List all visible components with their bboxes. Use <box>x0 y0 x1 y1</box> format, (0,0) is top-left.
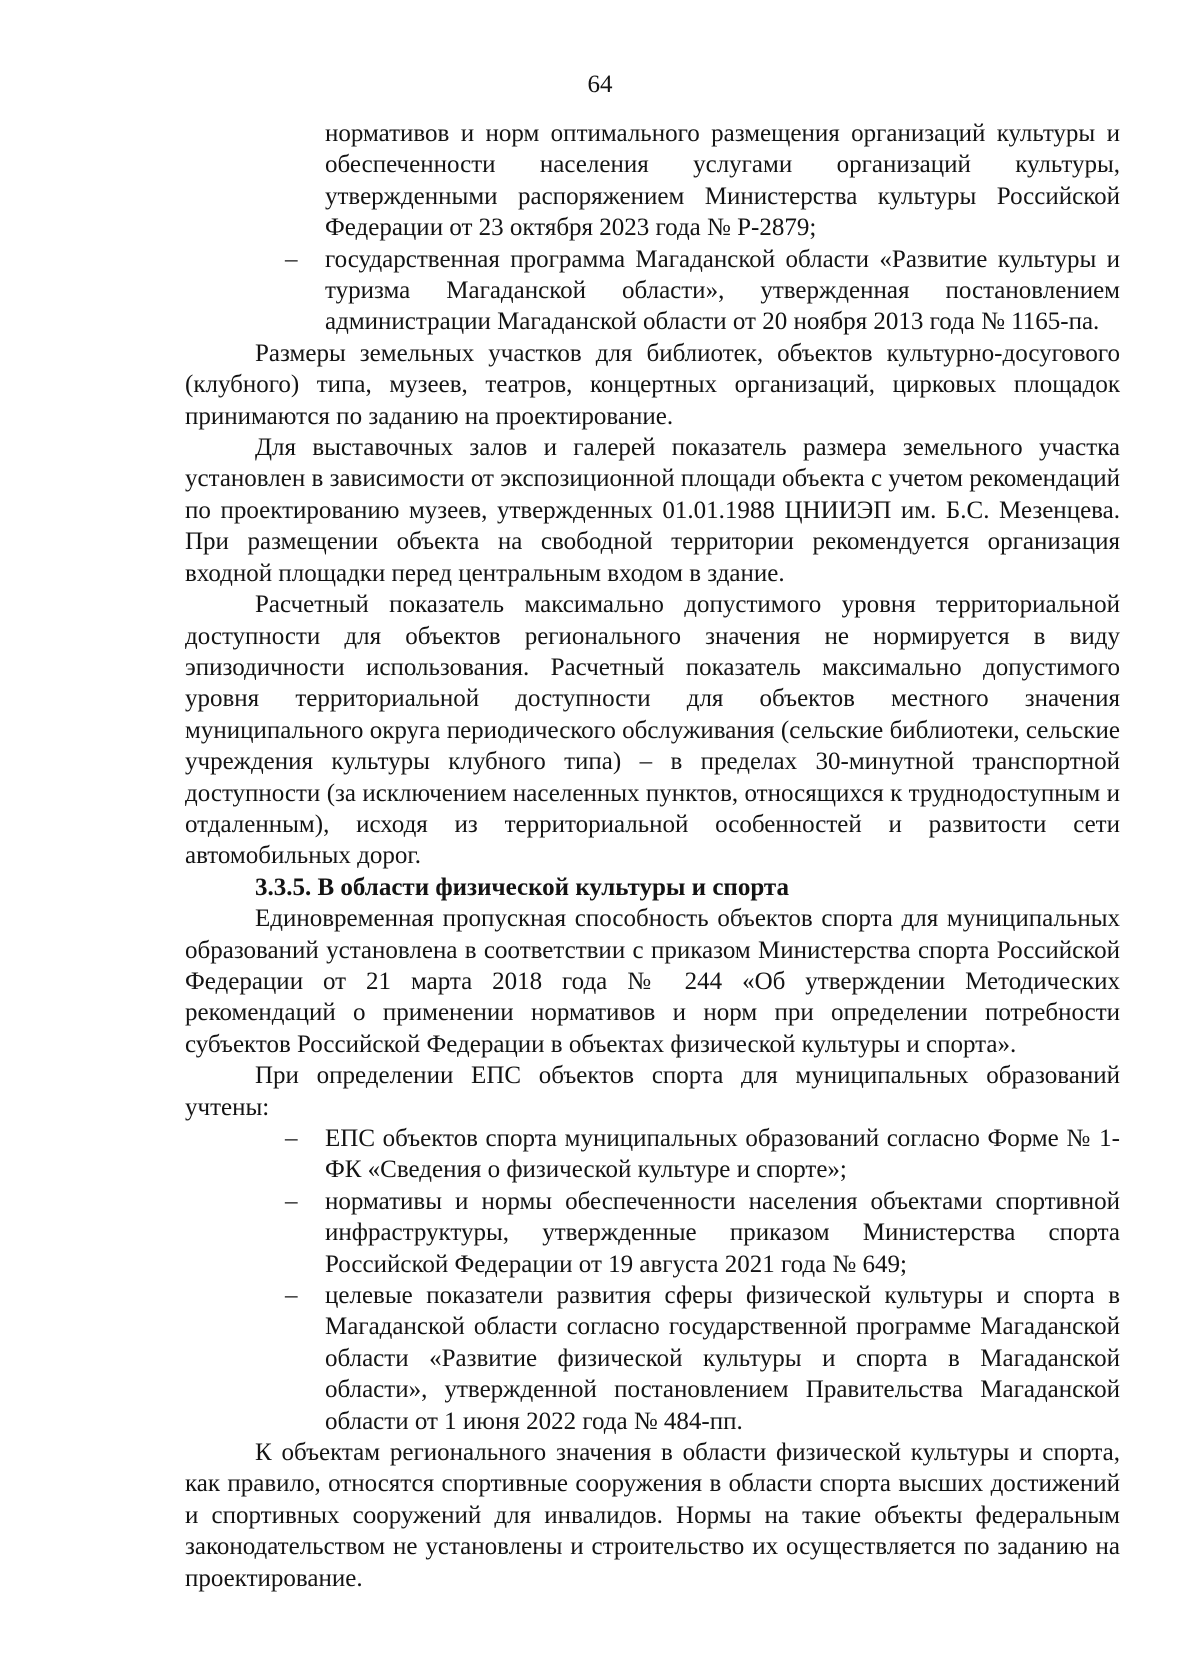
dash-bullet: – <box>285 1282 298 1310</box>
list-item <box>285 1123 1120 1186</box>
list-item-text: государственная программа Магаданской области «Развитие культуры и туризма Магаданской области», утвержденная постановлением администрации Магаданской области от 20 ноября 2013 года № 1165-па. <box>325 245 1120 336</box>
paragraph: При определении ЕПС объектов спорта для муниципальных образований учтены: <box>185 1062 1120 1121</box>
paragraph: Единовременная пропускная способность объектов спорта для муниципальных образований установлена в соответствии с приказом Министерства спорта Российской Федерации от 21 марта 2018 года № 244 «Об утверждении Методических рекомендаций о применении нормативов и норм при определении потребности субъектов Российской Федерации в объектах физической культуры и спорта». <box>185 905 1120 1058</box>
paragraph: Расчетный показатель максимально допустимого уровня территориальной доступности для объектов регионального значения не нормируется в виду эпизодичности использования. Расчетный показатель максимально допустимого уровня территориальной доступности для объектов местного значения муниципального округа периодического обслуживания (сельские библиотеки, сельские учреждения культуры клубного типа) – в пределах 30-минутной транспортной доступности (за исключением населенных пунктов, относящихся к труднодоступным и отдаленным), исходя из территориальной особенностей и развитости сети автомобильных дорог. <box>185 591 1120 870</box>
document-body <box>185 118 1120 1594</box>
culture-norms-list <box>185 118 1120 338</box>
list-item-text: нормативы и нормы обеспеченности населения объектами спортивной инфраструктуры, утвержденные приказом Министерства спорта Российской Федерации от 19 августа 2021 года № 649; <box>325 1187 1120 1278</box>
list-item-text: ЕПС объектов спорта муниципальных образований согласно Форме № 1-ФК «Сведения о физической культуре и спорте»; <box>325 1125 1120 1184</box>
page-number: 64 <box>587 71 613 98</box>
list-item-text: нормативов и норм оптимального размещения организаций культуры и обеспеченности населения услугами организаций культуры, утвержденными распоряжением Министерства культуры Российской Федерации от 23 октября 2023 года № Р-2879; <box>325 120 1120 242</box>
sport-criteria-list <box>185 1123 1120 1437</box>
list-item <box>285 244 1120 338</box>
list-item-continued <box>325 118 1120 244</box>
dash-bullet: – <box>285 1125 298 1152</box>
section-heading: 3.3.5. В области физической культуры и спорта <box>255 873 789 901</box>
paragraph: Размеры земельных участков для библиотек, объектов культурно-досугового (клубного) типа, музеев, театров, концертных организаций, цирковых площадок принимаются по заданию на проектирование. <box>185 339 1120 430</box>
paragraph: Для выставочных залов и галерей показатель размера земельного участка установлен в зависимости от экспозиционной площади объекта с учетом рекомендаций по проектированию музеев, утвержденных 01.01.1988 ЦНИИЭП им. Б.С. Мезенцева. При размещении объекта на свободной территории рекомендуется организация входной площадки перед центральным входом в здание. <box>185 434 1120 587</box>
list-item <box>285 1186 1120 1280</box>
paragraph: К объектам регионального значения в области физической культуры и спорта, как правило, относятся спортивные сооружения в области спорта высших достижений и спортивных сооружений для инвалидов. Нормы на такие объекты федеральным законодательством не установлены и строительство их осуществляется по заданию на проектирование. <box>185 1439 1120 1592</box>
dash-bullet: – <box>285 245 298 273</box>
list-item-text: целевые показатели развития сферы физической культуры и спорта в Магаданской области согласно государственной программе Магаданской области «Развитие физической культуры и спорта в Магаданской области», утвержденной постановлением Правительства Магаданской области от 1 июня 2022 года № 484-пп. <box>325 1282 1120 1435</box>
list-item <box>285 1280 1120 1437</box>
dash-bullet: – <box>285 1187 298 1215</box>
